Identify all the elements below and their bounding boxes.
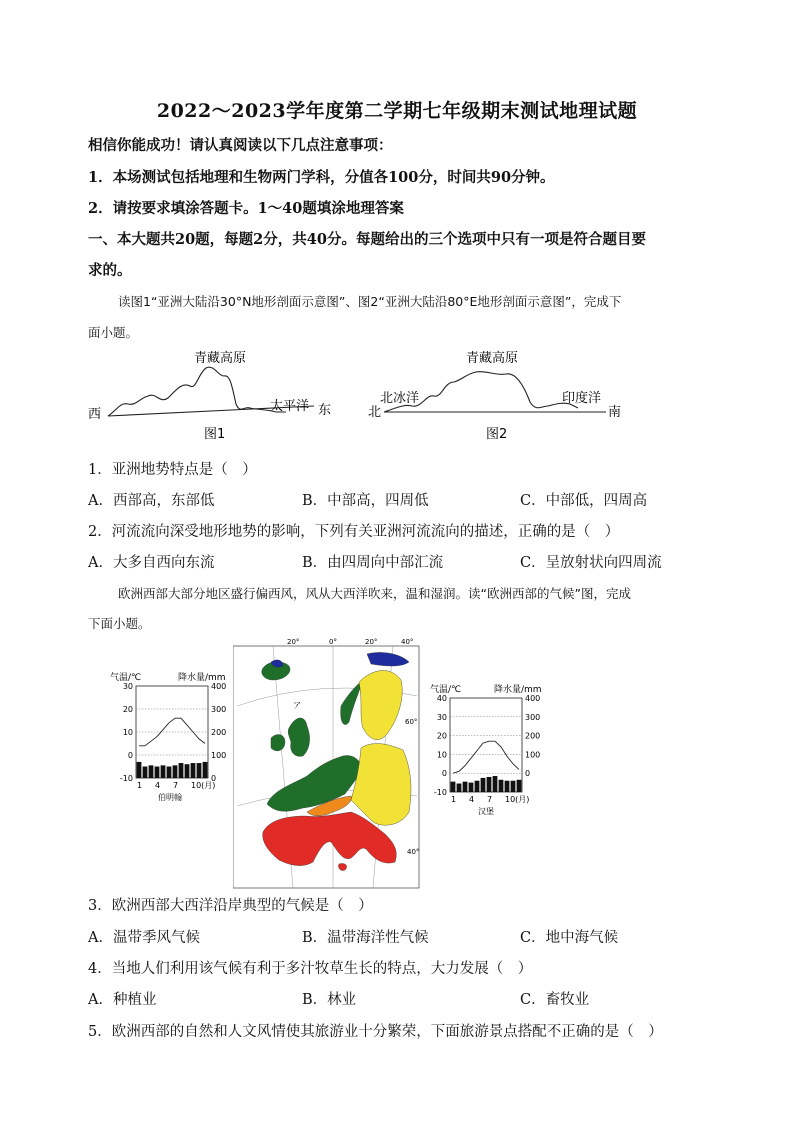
figure1-profile	[86, 346, 346, 442]
left-precip-axis-label: 降水量/mm	[178, 673, 226, 683]
climate-chart-right	[426, 682, 556, 816]
map-lat-40: 40°	[407, 848, 420, 856]
precip-bar	[457, 784, 462, 792]
map-lat-60: 60°	[405, 718, 418, 726]
precip-bar	[203, 762, 208, 778]
map-marker: ア	[293, 701, 301, 710]
precip-bar	[505, 781, 510, 792]
q4-option-c[interactable]: C．畜牧业	[520, 992, 590, 1008]
temp-tick-label: 40	[436, 694, 447, 703]
q3-stem: 3．欧洲西部大西洋沿岸典型的气候是（ ）	[88, 898, 373, 914]
fig2-plateau-label: 青藏高原	[466, 351, 519, 366]
page-title: 2022～2023学年度第二学期七年级期末测试地理试题	[156, 100, 638, 122]
section-instruction-line2: 求的。	[88, 262, 132, 279]
fig1-ocean-label: 太平洋	[270, 399, 310, 414]
q3-option-b[interactable]: B．温带海洋性气候	[302, 930, 429, 946]
q1-stem: 1．亚洲地势特点是（ ）	[88, 462, 257, 478]
precip-tick-label: 400	[211, 682, 227, 691]
right-temp-axis-label: 气温/℃	[430, 685, 462, 695]
fig1-east-label: 东	[318, 403, 332, 418]
passage2-line1: 欧洲西部大部分地区盛行偏西风，风从大西洋吹来，温和湿润。读“欧洲西部的气候”图，完成	[118, 586, 631, 601]
month-tick-label: 10(月)	[505, 795, 530, 804]
passage1-line1: 读图1“亚洲大陆沿30°N地形剖面示意图”、图2“亚洲大陆沿80°E地形剖面示意图”，完成下	[118, 294, 622, 309]
map-lon-40e: 40°	[401, 638, 414, 646]
precip-tick-label: 300	[525, 712, 541, 722]
precip-bar	[469, 783, 474, 792]
month-tick-label: 10(月)	[191, 781, 216, 790]
temp-tick-label: 30	[122, 682, 133, 691]
q1-option-b[interactable]: B．中部高，四周低	[302, 493, 429, 509]
q3-option-a[interactable]: A．温带季风气候	[88, 930, 200, 946]
fig2-south-label: 南	[608, 405, 622, 420]
right-city-label: 汉堡	[478, 807, 494, 816]
fig1-caption: 图1	[204, 427, 226, 442]
precip-tick-label: 300	[211, 705, 227, 714]
precip-bar	[481, 778, 486, 792]
q2-stem: 2．河流流向深受地形地势的影响，下列有关亚洲河流流向的描述，正确的是（ ）	[88, 524, 620, 540]
precip-bar	[499, 780, 504, 792]
fig2-north-ocean-label: 北冰洋	[380, 391, 420, 406]
month-tick-label: 4	[155, 781, 161, 790]
q1-option-c[interactable]: C．中部低，四周高	[520, 493, 648, 509]
precip-tick-label: 400	[525, 694, 541, 703]
precip-bar	[167, 767, 172, 779]
month-tick-label: 7	[487, 795, 493, 804]
precip-tick-label: 100	[525, 750, 541, 760]
notice-heading: 相信你能成功！请认真阅读以下几点注意事项：	[88, 137, 393, 154]
notice-item-2: 2．请按要求填涂答题卡。1～40题填涂地理答案	[88, 200, 404, 217]
passage2-line2: 下面小题。	[88, 616, 151, 631]
precip-tick-label: 0	[525, 769, 531, 779]
left-temp-axis-label: 气温/℃	[110, 673, 142, 683]
ireland-region	[271, 735, 285, 751]
precip-tick-label: 200	[211, 728, 227, 737]
precip-bar	[493, 776, 498, 792]
precip-bar	[475, 781, 480, 792]
temp-tick-label: 20	[436, 731, 447, 741]
temp-tick-label: 30	[436, 712, 447, 722]
precip-bar	[149, 765, 154, 778]
precip-tick-label: 0	[211, 774, 217, 783]
precip-bar	[179, 763, 184, 778]
right-precip-axis-label: 降水量/mm	[494, 685, 542, 695]
map-lon-0: 0°	[329, 638, 337, 646]
q4-option-b[interactable]: B．林业	[302, 992, 357, 1008]
precip-bar	[137, 762, 142, 778]
fig2-north-label: 北	[368, 405, 382, 420]
month-tick-label: 1	[137, 781, 143, 790]
precip-bar	[185, 764, 190, 778]
q2-option-c[interactable]: C．呈放射状向四周流	[520, 555, 662, 571]
precip-bar	[463, 782, 468, 792]
europe-climate-map	[233, 636, 421, 890]
passage1-line2: 面小题。	[88, 325, 139, 340]
month-tick-label: 4	[469, 795, 475, 804]
precip-bar	[511, 781, 516, 792]
section-instruction-line1: 一、本大题共20题，每题2分，共40分。每题给出的三个选项中只有一项是符合题目要	[88, 231, 646, 248]
q5-stem: 5．欧洲西部的自然和人文风情使其旅游业十分繁荣，下面旅游景点搭配不正确的是（ ）	[88, 1024, 663, 1040]
q2-option-a[interactable]: A．大多自西向东流	[88, 555, 215, 571]
fig2-south-ocean-label: 印度洋	[562, 391, 602, 406]
q3-option-c[interactable]: C．地中海气候	[520, 930, 619, 946]
fig2-caption: 图2	[486, 427, 508, 442]
temp-tick-label: -10	[433, 788, 447, 797]
fig1-plateau-label: 青藏高原	[194, 351, 247, 366]
temp-tick-label: 0	[441, 769, 447, 779]
precip-tick-label: 100	[211, 751, 227, 760]
britain-region	[288, 718, 309, 756]
month-tick-label: 7	[173, 781, 179, 790]
left-city-label: 伯明翰	[158, 793, 182, 802]
precip-bar	[155, 767, 160, 779]
temp-tick-label: 20	[122, 705, 133, 714]
climate-chart-left	[108, 670, 234, 804]
temp-tick-label: 0	[127, 751, 133, 760]
temp-tick-label: 10	[122, 728, 133, 737]
map-lon-20w: 20°	[287, 638, 300, 646]
q4-option-a[interactable]: A．种植业	[88, 992, 157, 1008]
q4-stem: 4．当地人们利用该气候有利于多汁牧草生长的特点，大力发展（ ）	[88, 961, 533, 977]
map-lon-20e: 20°	[365, 638, 378, 646]
precip-bar	[161, 765, 166, 778]
right-temperature-line	[453, 741, 519, 773]
month-tick-label: 1	[451, 795, 457, 804]
precip-bar	[173, 765, 178, 778]
temp-tick-label: -10	[119, 774, 133, 783]
notice-item-1: 1．本场测试包括地理和生物两门学科，分值各100分，时间共90分钟。	[88, 169, 555, 186]
precip-bar	[143, 767, 148, 779]
fig1-west-label: 西	[88, 407, 102, 422]
precip-bar	[451, 782, 456, 792]
temp-tick-label: 10	[436, 750, 447, 760]
q1-option-a[interactable]: A．西部高，东部低	[88, 493, 215, 509]
figure2-profile	[366, 346, 630, 444]
precip-bar	[197, 763, 202, 778]
q2-option-b[interactable]: B．由四周向中部汇流	[302, 555, 444, 571]
precip-bar	[487, 777, 492, 792]
precip-tick-label: 200	[525, 731, 541, 741]
precip-bar	[517, 780, 522, 792]
precip-bar	[191, 763, 196, 778]
